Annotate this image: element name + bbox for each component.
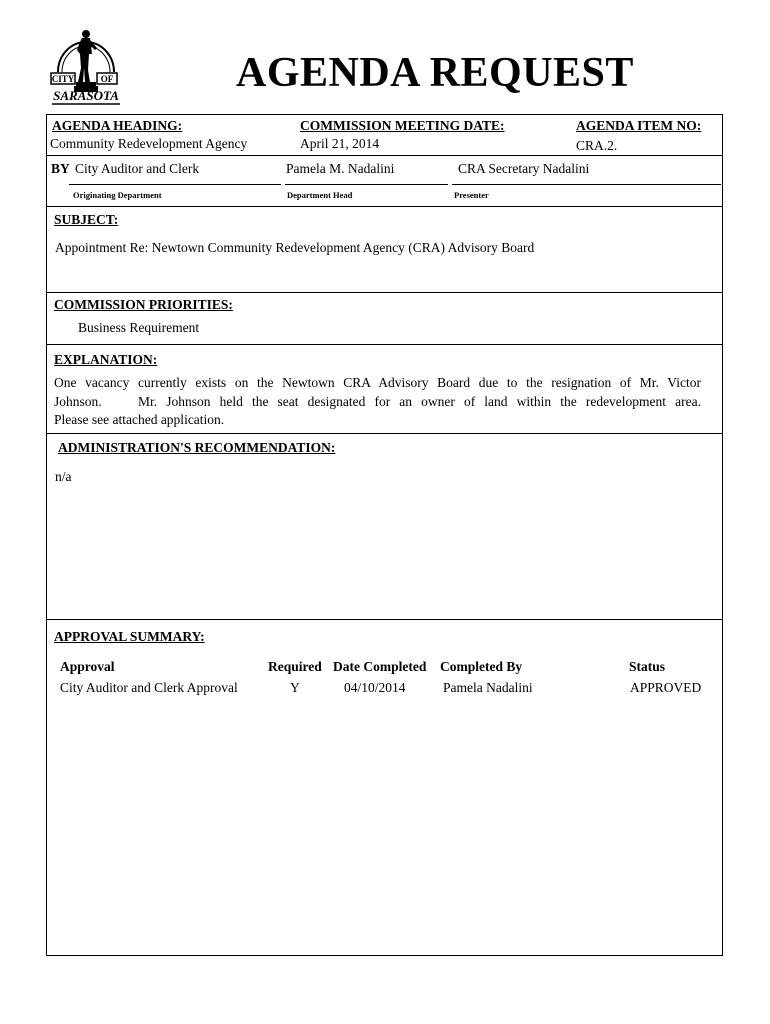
originating-department-value: City Auditor and Clerk [75, 161, 200, 176]
col-status-header: Status [629, 659, 666, 674]
agenda-form [46, 114, 723, 956]
presenter-caption: Presenter [454, 190, 489, 200]
agenda-item-no-value: CRA.2. [576, 138, 618, 153]
agenda-heading-label: AGENDA HEADING: [52, 118, 183, 133]
divider [47, 292, 722, 293]
row-date-completed: 04/10/2014 [344, 680, 406, 695]
explanation-line: One vacancy currently exists on the Newtown CRA Advisory Board due to the resignation of Mr. Victor [54, 375, 701, 390]
by-label: BY [51, 161, 70, 176]
row-approval: City Auditor and Clerk Approval [60, 680, 238, 695]
subject-text: Appointment Re: Newtown Community Redevelopment Agency (CRA) Advisory Board [55, 240, 535, 255]
col-date-completed-header: Date Completed [333, 659, 427, 674]
priorities-label: COMMISSION PRIORITIES: [54, 297, 233, 312]
row-completed-by: Pamela Nadalini [443, 680, 533, 695]
col-completed-by-header: Completed By [440, 659, 523, 674]
department-head-line [285, 184, 448, 185]
row-required: Y [290, 680, 300, 695]
department-head-value: Pamela M. Nadalini [286, 161, 395, 176]
logo-of-text: OF [100, 74, 114, 84]
approval-summary-label: APPROVAL SUMMARY: [54, 629, 205, 644]
explanation-line: Johnson. Mr. Johnson held the seat designated for an owner of land within the redevelopment area. [54, 393, 701, 409]
divider [47, 206, 722, 207]
agenda-item-no-label: AGENDA ITEM NO: [576, 118, 702, 133]
subject-label: SUBJECT: [54, 212, 119, 227]
explanation-line: Please see attached application. [54, 412, 225, 427]
page-title: AGENDA REQUEST [236, 50, 634, 96]
logo-city-text: CITY [51, 74, 75, 84]
department-head-caption: Department Head [287, 190, 353, 200]
divider [47, 619, 722, 620]
priorities-text: Business Requirement [78, 320, 200, 335]
recommendation-text: n/a [55, 469, 72, 484]
explanation-label: EXPLANATION: [54, 352, 158, 367]
meeting-date-label: COMMISSION MEETING DATE: [300, 118, 505, 133]
divider [47, 155, 722, 156]
statue-seal-icon [50, 20, 122, 106]
agenda-heading-value: Community Redevelopment Agency [50, 136, 248, 151]
explanation-text [54, 374, 701, 430]
divider [47, 344, 722, 345]
originating-department-caption: Originating Department [73, 190, 162, 200]
recommendation-label: ADMINISTRATION'S RECOMMENDATION: [58, 440, 336, 455]
presenter-value: CRA Secretary Nadalini [458, 161, 590, 176]
row-status: APPROVED [630, 680, 702, 695]
city-logo [50, 20, 122, 106]
meeting-date-value: April 21, 2014 [300, 136, 380, 151]
divider [47, 433, 722, 434]
originating-department-line [69, 184, 281, 185]
logo-sarasota-text: SARASOTA [53, 88, 119, 103]
col-approval-header: Approval [60, 659, 115, 674]
col-required-header: Required [268, 659, 322, 674]
presenter-line [452, 184, 721, 185]
